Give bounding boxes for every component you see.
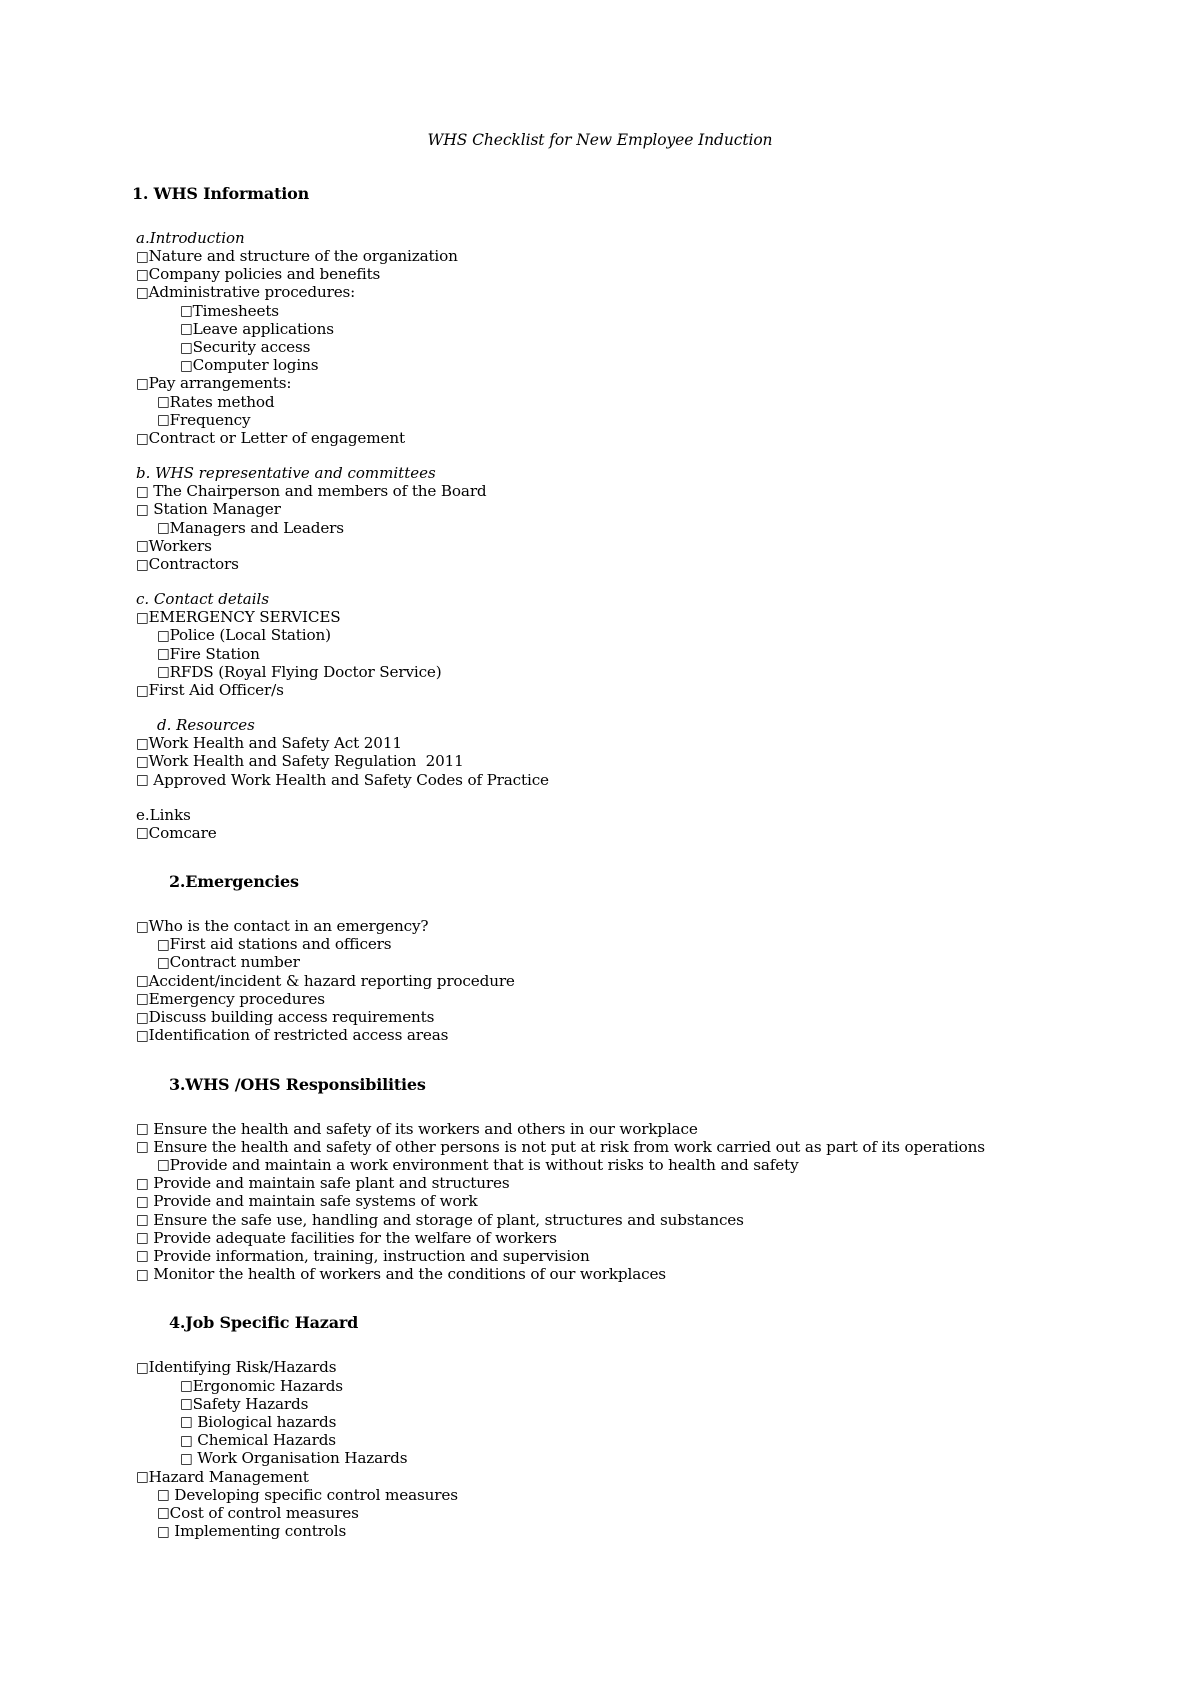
- checklist-item[interactable]: [136, 1211, 1162, 1229]
- heading-spacer: [132, 1332, 1162, 1358]
- checklist-item[interactable]: [136, 972, 1162, 990]
- checklist-item[interactable]: [136, 1138, 1162, 1156]
- checkbox-icon[interactable]: □: [180, 321, 193, 338]
- checkbox-icon[interactable]: □: [180, 357, 193, 374]
- checkbox-icon[interactable]: □: [136, 284, 149, 301]
- checklist-item[interactable]: [136, 1265, 1162, 1283]
- checklist-item[interactable]: [136, 681, 1162, 699]
- checklist-item-label: First Aid Officer/s: [148, 681, 284, 700]
- checkbox-icon[interactable]: □: [157, 394, 170, 411]
- checklist-item-label: Provide adequate facilities for the welfare of workers: [148, 1228, 557, 1247]
- section-spacer: [132, 1045, 1162, 1076]
- group-spacer: [132, 573, 1162, 590]
- checklist-item-label: Implementing controls: [169, 1522, 347, 1541]
- checklist-item-label: Ensure the safe use, handling and storage of plant, structures and substances: [148, 1210, 744, 1229]
- checkbox-icon[interactable]: □: [136, 1248, 149, 1265]
- checkbox-icon[interactable]: □: [136, 609, 149, 626]
- checkbox-icon[interactable]: □: [136, 1359, 149, 1376]
- checklist-item[interactable]: [180, 302, 1162, 320]
- checkbox-icon[interactable]: □: [157, 954, 170, 971]
- checklist-item[interactable]: [180, 1449, 1162, 1467]
- checkbox-icon[interactable]: □: [157, 627, 170, 644]
- checklist-item[interactable]: [136, 824, 1162, 842]
- checkbox-icon[interactable]: □: [157, 1505, 170, 1522]
- checkbox-icon[interactable]: □: [136, 1212, 149, 1229]
- checklist-item-label: Approved Work Health and Safety Codes of Practice: [148, 770, 549, 789]
- checklist-item-label: Timesheets: [192, 301, 279, 320]
- checklist-item[interactable]: [136, 734, 1162, 752]
- checkbox-icon[interactable]: □: [180, 1396, 193, 1413]
- subsection-heading: d. Resources: [157, 716, 255, 735]
- checklist-item[interactable]: [136, 1468, 1162, 1486]
- checklist-item-label: Work Organisation Hazards: [192, 1449, 408, 1468]
- checklist-item[interactable]: [136, 537, 1162, 555]
- checklist-item[interactable]: [180, 320, 1162, 338]
- subsection-heading: b. WHS representative and committees: [136, 464, 436, 483]
- checklist-item-label: Fire Station: [169, 644, 260, 663]
- checklist-item[interactable]: [136, 1008, 1162, 1026]
- checklist-item[interactable]: [157, 1504, 1162, 1522]
- checkbox-icon[interactable]: □: [136, 1121, 149, 1137]
- checklist-item-label: Police (Local Station): [169, 626, 331, 645]
- section-heading: 2.Emergencies: [169, 872, 299, 892]
- checklist-item-label: Comcare: [148, 823, 217, 842]
- checklist-item[interactable]: [157, 663, 1162, 681]
- section-spacer: [132, 1283, 1162, 1314]
- checklist-item-label: Cost of control measures: [169, 1503, 359, 1522]
- checkbox-icon[interactable]: □: [157, 1157, 170, 1174]
- subsection-heading: a.Introduction: [136, 229, 245, 247]
- checklist-item[interactable]: [136, 429, 1162, 447]
- checklist-item-label: Rates method: [169, 392, 275, 411]
- checklist-item-label: Leave applications: [192, 319, 334, 338]
- group-spacer: [132, 789, 1162, 806]
- checkbox-icon[interactable]: □: [136, 1230, 149, 1247]
- checkbox-icon[interactable]: □: [157, 520, 170, 537]
- heading-spacer: [132, 1094, 1162, 1120]
- checklist-item[interactable]: [136, 555, 1162, 573]
- checkbox-icon[interactable]: □: [136, 753, 149, 770]
- checklist-item-label: Station Manager: [148, 500, 281, 519]
- checklist-item[interactable]: [157, 645, 1162, 663]
- checklist-item-label: Ergonomic Hazards: [192, 1376, 343, 1395]
- subsection-heading: e.Links: [136, 805, 191, 824]
- checkbox-icon[interactable]: □: [136, 1139, 149, 1156]
- checklist-item[interactable]: [136, 265, 1162, 283]
- checklist-item-label: Computer logins: [192, 356, 319, 375]
- checkbox-icon[interactable]: □: [136, 735, 149, 752]
- checklist-item[interactable]: [136, 247, 1162, 265]
- group-spacer: [132, 699, 1162, 716]
- checklist-item-label: First aid stations and officers: [169, 935, 392, 954]
- checklist-item-label: Provide and maintain safe plant and structures: [148, 1174, 510, 1193]
- checklist-item-label: Company policies and benefits: [148, 265, 381, 284]
- checklist-item[interactable]: [157, 393, 1162, 411]
- checkbox-icon[interactable]: □: [136, 1175, 149, 1192]
- checklist-item[interactable]: [136, 917, 1162, 935]
- checklist-item[interactable]: [136, 1120, 1162, 1138]
- checklist-item-label: Discuss building access requirements: [148, 1008, 435, 1027]
- checklist-item-label: Contractors: [148, 555, 239, 574]
- checklist-item-label: RFDS (Royal Flying Doctor Service): [169, 662, 442, 681]
- checkbox-icon[interactable]: □: [180, 303, 193, 320]
- checkbox-icon[interactable]: □: [136, 1266, 149, 1283]
- checkbox-icon[interactable]: □: [136, 501, 149, 518]
- checklist-item[interactable]: [136, 1247, 1162, 1265]
- checklist-item-label: Who is the contact in an emergency?: [148, 917, 429, 936]
- checklist-item[interactable]: [157, 1486, 1162, 1504]
- checkbox-icon[interactable]: □: [136, 682, 149, 699]
- checklist-item-label: Ensure the health and safety of its workers and others in our workplace: [148, 1119, 698, 1138]
- checklist-item-label: Provide and maintain a work environment that is without risks to health and safety: [169, 1155, 799, 1174]
- checklist-item-label: Emergency procedures: [148, 989, 325, 1008]
- checklist-item-label: Monitor the health of workers and the conditions of our workplaces: [148, 1265, 666, 1284]
- document-title: WHS Checklist for New Employee Induction: [427, 131, 773, 149]
- checklist-item[interactable]: [136, 608, 1162, 626]
- checklist-item-label: Safety Hazards: [192, 1394, 309, 1413]
- checkbox-icon[interactable]: □: [180, 1414, 193, 1431]
- checklist-item-label: Pay arrangements:: [148, 374, 292, 393]
- section-spacer: [132, 842, 1162, 873]
- checklist-item[interactable]: [157, 935, 1162, 953]
- checkbox-icon[interactable]: □: [136, 1009, 149, 1026]
- heading-spacer: [132, 891, 1162, 917]
- document-body: [132, 185, 1162, 1540]
- checkbox-icon[interactable]: □: [136, 375, 149, 392]
- subsection-heading: c. Contact details: [136, 590, 270, 609]
- checklist-item[interactable]: [136, 1026, 1162, 1044]
- checkbox-icon[interactable]: □: [136, 1469, 149, 1486]
- checklist-item-label: Hazard Management: [148, 1467, 309, 1486]
- checkbox-icon[interactable]: □: [136, 1193, 149, 1210]
- checkbox-icon[interactable]: □: [136, 538, 149, 555]
- checklist-item-label: Identifying Risk/Hazards: [148, 1358, 337, 1377]
- checklist-item[interactable]: [136, 374, 1162, 392]
- checkbox-icon[interactable]: □: [136, 918, 149, 935]
- checklist-item[interactable]: [157, 411, 1162, 429]
- checklist-item[interactable]: [157, 1522, 1162, 1540]
- checklist-item-label: The Chairperson and members of the Board: [148, 482, 487, 501]
- checklist-item[interactable]: [157, 626, 1162, 644]
- checklist-item-label: Administrative procedures:: [148, 283, 356, 302]
- checklist-item-label: EMERGENCY SERVICES: [148, 608, 341, 627]
- section-heading: 4.Job Specific Hazard: [169, 1313, 359, 1333]
- checkbox-icon[interactable]: □: [157, 1487, 170, 1504]
- heading-spacer: [132, 203, 1162, 229]
- checklist-item[interactable]: [136, 990, 1162, 1008]
- checklist-item[interactable]: [180, 338, 1162, 356]
- checklist-item-label: Accident/incident & hazard reporting procedure: [148, 971, 515, 990]
- checkbox-icon[interactable]: □: [136, 1027, 149, 1044]
- checkbox-icon[interactable]: □: [180, 1450, 193, 1467]
- checklist-item-label: Work Health and Safety Regulation 2011: [148, 752, 464, 771]
- checkbox-icon[interactable]: □: [136, 991, 149, 1008]
- checkbox-icon[interactable]: □: [136, 772, 149, 789]
- checklist-item[interactable]: [180, 1431, 1162, 1449]
- checkbox-icon[interactable]: □: [157, 646, 170, 663]
- checkbox-icon[interactable]: □: [157, 412, 170, 429]
- checklist-item-label: Ensure the health and safety of other persons is not put at risk from work carried out as part of its operations: [148, 1137, 985, 1156]
- checklist-item-label: Security access: [192, 338, 311, 357]
- checklist-item-label: Work Health and Safety Act 2011: [148, 734, 402, 753]
- checklist-item-label: Chemical Hazards: [192, 1431, 336, 1450]
- checklist-item[interactable]: [136, 1358, 1162, 1376]
- checklist-item[interactable]: [180, 356, 1162, 374]
- checkbox-icon[interactable]: □: [157, 1523, 170, 1540]
- checkbox-icon[interactable]: □: [136, 266, 149, 283]
- checkbox-icon[interactable]: □: [180, 1378, 193, 1395]
- checklist-item-label: Provide and maintain safe systems of work: [148, 1192, 478, 1211]
- checklist-item[interactable]: [180, 1395, 1162, 1413]
- checklist-item-label: Developing specific control measures: [169, 1485, 458, 1504]
- group-spacer: [132, 447, 1162, 464]
- checklist-item-label: Contract number: [169, 953, 300, 972]
- checklist-item[interactable]: [136, 283, 1162, 301]
- checklist-item[interactable]: [136, 752, 1162, 770]
- checkbox-icon[interactable]: □: [136, 825, 149, 842]
- checkbox-icon[interactable]: □: [136, 248, 149, 265]
- checklist-item-label: Managers and Leaders: [169, 518, 344, 537]
- section-heading: 3.WHS /OHS Responsibilities: [169, 1074, 426, 1094]
- checklist-item[interactable]: [136, 500, 1162, 518]
- checklist-item-label: Provide information, training, instruction and supervision: [148, 1246, 590, 1265]
- checkbox-icon[interactable]: □: [180, 1432, 193, 1449]
- checklist-item-label: Workers: [148, 536, 212, 555]
- checkbox-icon[interactable]: □: [136, 556, 149, 573]
- checkbox-icon[interactable]: □: [157, 664, 170, 681]
- checkbox-icon[interactable]: □: [136, 483, 149, 500]
- checklist-item[interactable]: [180, 1413, 1162, 1431]
- checklist-item[interactable]: [157, 953, 1162, 971]
- checklist-item-label: Identification of restricted access areas: [148, 1026, 449, 1045]
- checklist-item[interactable]: [136, 1192, 1162, 1210]
- checklist-item[interactable]: [136, 482, 1162, 500]
- checklist-item[interactable]: [136, 771, 1162, 789]
- checkbox-icon[interactable]: □: [136, 973, 149, 990]
- section-heading: 1. WHS Information: [132, 184, 310, 203]
- checklist-item[interactable]: [136, 1229, 1162, 1247]
- checklist-item[interactable]: [157, 519, 1162, 537]
- checklist-item[interactable]: [180, 1377, 1162, 1395]
- checklist-item-label: Nature and structure of the organization: [148, 247, 458, 265]
- checkbox-icon[interactable]: □: [136, 430, 149, 447]
- checklist-item-label: Frequency: [169, 410, 251, 429]
- checklist-item-label: Contract or Letter of engagement: [148, 429, 405, 448]
- checklist-item-label: Biological hazards: [192, 1412, 337, 1431]
- checklist-item[interactable]: [136, 1174, 1162, 1192]
- checkbox-icon[interactable]: □: [180, 339, 193, 356]
- checkbox-icon[interactable]: □: [157, 936, 170, 953]
- checklist-item[interactable]: [157, 1156, 1162, 1174]
